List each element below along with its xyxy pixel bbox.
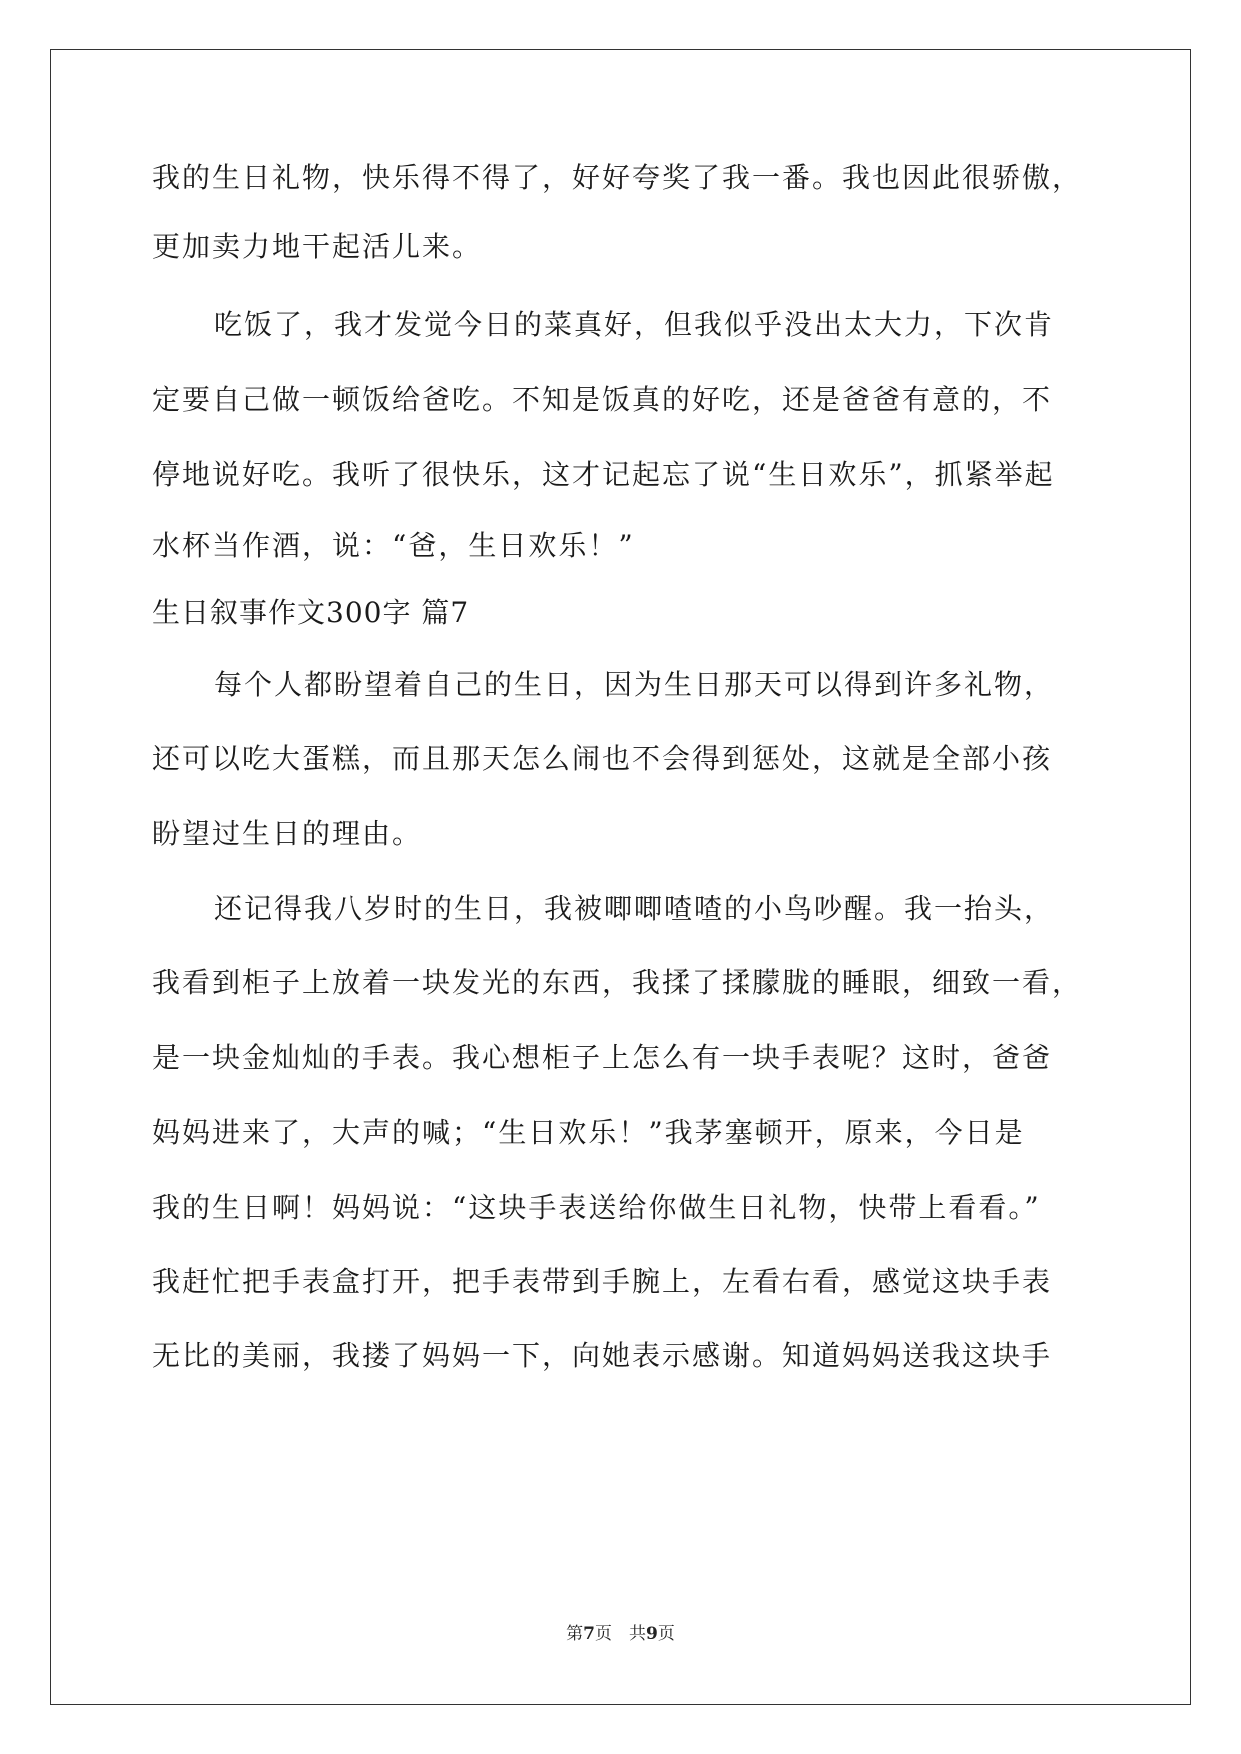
page-suffix: 页 bbox=[657, 1624, 675, 1644]
text-line: 我的生日啊！妈妈说：“这块手表送给你做生日礼物，快带上看看。” bbox=[152, 1191, 1041, 1224]
text-line: 吃饭了，我才发觉今日的菜真好，但我似乎没出太大力，下次肯 bbox=[214, 308, 1055, 341]
page-frame bbox=[50, 49, 1191, 1705]
text-line: 我看到柜子上放着一块发光的东西，我揉了揉朦胧的睡眼，细致一看， bbox=[152, 966, 1083, 999]
text-line: 还可以吃大蛋糕，而且那天怎么闹也不会得到惩处，这就是全部小孩 bbox=[152, 742, 1053, 775]
text-line: 每个人都盼望着自己的生日，因为生日那天可以得到许多礼物， bbox=[214, 668, 1055, 701]
page-mid: 页 共 bbox=[595, 1624, 646, 1644]
total-pages-number: 9 bbox=[646, 1624, 658, 1644]
text-line: 定要自己做一顿饭给爸吃。不知是饭真的好吃，还是爸爸有意的，不 bbox=[152, 383, 1053, 416]
text-line: 妈妈进来了，大声的喊；“生日欢乐！”我茅塞顿开，原来，今日是 bbox=[152, 1116, 1025, 1149]
text-line: 还记得我八岁时的生日，我被唧唧喳喳的小鸟吵醒。我一抬头， bbox=[214, 892, 1055, 925]
text-line: 我的生日礼物，快乐得不得了，好好夸奖了我一番。我也因此很骄傲， bbox=[152, 161, 1083, 194]
page-footer bbox=[0, 1622, 1241, 1646]
page-prefix: 第 bbox=[566, 1624, 584, 1644]
text-line: 水杯当作酒，说：“爸，生日欢乐！” bbox=[152, 529, 635, 562]
text-line: 无比的美丽，我搂了妈妈一下，向她表示感谢。知道妈妈送我这块手 bbox=[152, 1339, 1053, 1372]
text-line: 更加卖力地干起活儿来。 bbox=[152, 230, 483, 263]
text-line: 盼望过生日的理由。 bbox=[152, 817, 423, 850]
text-line: 停地说好吃。我听了很快乐，这才记起忘了说“生日欢乐”，抓紧举起 bbox=[152, 458, 1055, 491]
text-line: 是一块金灿灿的手表。我心想柜子上怎么有一块手表呢？这时，爸爸 bbox=[152, 1041, 1053, 1074]
section-heading: 生日叙事作文300字 篇7 bbox=[152, 596, 470, 629]
current-page-number: 7 bbox=[583, 1624, 595, 1644]
text-line: 我赶忙把手表盒打开，把手表带到手腕上，左看右看，感觉这块手表 bbox=[152, 1265, 1053, 1298]
